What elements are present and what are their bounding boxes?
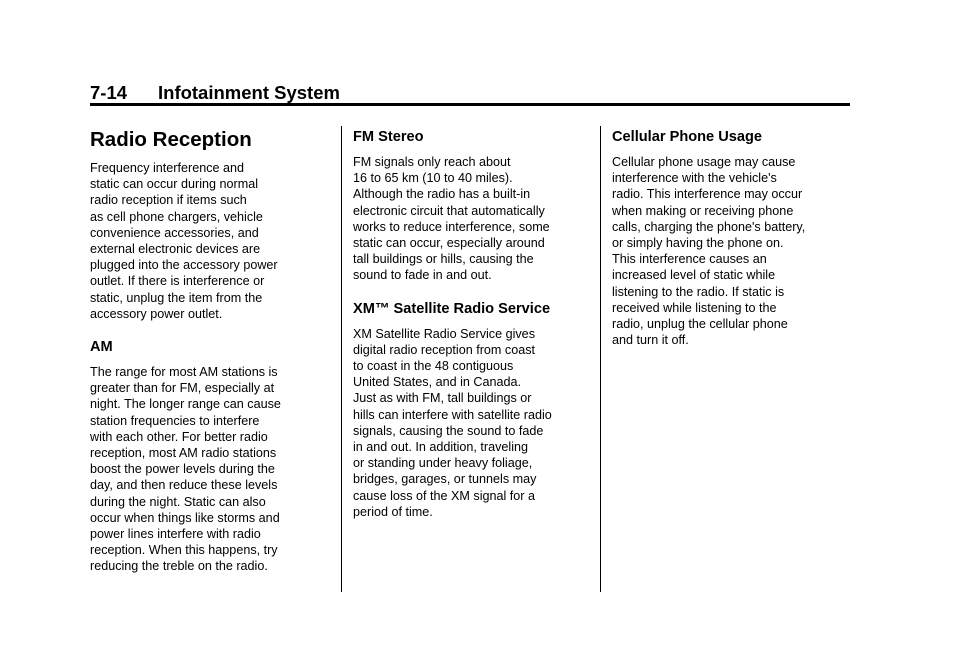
text-line: to coast in the 48 contiguous xyxy=(353,359,514,374)
text-line: occur when things like storms and xyxy=(90,510,280,525)
text-line: and turn it off. xyxy=(612,333,689,348)
cellular-phone-text xyxy=(612,154,852,348)
text-line: static can occur during normal xyxy=(90,177,258,192)
text-line: convenience accessories, and xyxy=(90,225,259,240)
text-line: interference with the vehicle's xyxy=(612,171,777,186)
section-title: Infotainment System xyxy=(158,82,340,103)
text-line: hills can interfere with satellite radio xyxy=(353,407,552,422)
cellular-phone-heading: Cellular Phone Usage xyxy=(612,129,763,145)
text-line: reducing the treble on the radio. xyxy=(90,559,268,574)
text-line: 16 to 65 km (10 to 40 miles). xyxy=(353,171,513,186)
text-line: Frequency interference and xyxy=(90,161,245,175)
text-line: listening to the radio. If static is xyxy=(612,284,785,299)
text-line: cause loss of the XM signal for a xyxy=(353,488,536,503)
text-line: calls, charging the phone's battery, xyxy=(612,219,806,234)
text-line: when making or receiving phone xyxy=(612,203,794,218)
text-line: FM signals only reach about xyxy=(353,155,511,169)
text-line: tall buildings or hills, causing the xyxy=(353,252,534,267)
text-line: as cell phone chargers, vehicle xyxy=(90,209,263,224)
text-line: This interference causes an xyxy=(612,252,767,267)
text-line: or simply having the phone on. xyxy=(612,236,784,251)
column-divider-1 xyxy=(341,126,342,592)
text-line: period of time. xyxy=(353,504,433,519)
text-line: Although the radio has a built-in xyxy=(353,187,531,202)
text-line: or standing under heavy foliage, xyxy=(353,456,533,471)
text-line: station frequencies to interfere xyxy=(90,413,260,428)
fm-stereo-text xyxy=(353,154,593,284)
text-line: outlet. If there is interference or xyxy=(90,274,265,289)
text-line: sound to fade in and out. xyxy=(353,268,492,283)
text-line: radio. This interference may occur xyxy=(612,187,803,202)
text-line: reception. When this happens, try xyxy=(90,543,278,558)
text-line: static, unplug the item from the xyxy=(90,290,263,305)
text-line: electronic circuit that automatically xyxy=(353,203,545,218)
text-line: increased level of static while xyxy=(612,268,776,283)
text-line: The range for most AM stations is xyxy=(90,365,278,380)
text-line: radio reception if items such xyxy=(90,193,247,208)
am-text xyxy=(90,364,330,575)
text-line: signals, causing the sound to fade xyxy=(353,423,544,438)
column-divider-2 xyxy=(600,126,601,592)
text-line: United States, and in Canada. xyxy=(353,375,522,390)
text-line: works to reduce interference, some xyxy=(353,219,550,234)
header-rule xyxy=(90,103,850,106)
text-line: reception, most AM radio stations xyxy=(90,446,277,461)
fm-stereo-heading: FM Stereo xyxy=(353,129,424,145)
text-line: bridges, garages, or tunnels may xyxy=(353,472,537,487)
am-heading: AM xyxy=(90,339,113,356)
text-line: external electronic devices are xyxy=(90,242,261,257)
xm-satellite-heading: XM™ Satellite Radio Service xyxy=(353,300,551,317)
xm-satellite-text xyxy=(353,326,593,520)
text-line: day, and then reduce these levels xyxy=(90,478,278,493)
text-line: Just as with FM, tall buildings or xyxy=(353,391,532,406)
text-line: during the night. Static can also xyxy=(90,494,266,509)
text-line: night. The longer range can cause xyxy=(90,397,281,412)
column-1 xyxy=(90,124,330,575)
text-line: power lines interfere with radio xyxy=(90,527,261,542)
column-3 xyxy=(612,124,852,348)
text-line: plugged into the accessory power xyxy=(90,258,278,273)
text-line: with each other. For better radio xyxy=(90,429,268,444)
column-2 xyxy=(353,124,593,520)
text-line: XM Satellite Radio Service gives xyxy=(353,326,535,341)
text-line: boost the power levels during the xyxy=(90,462,275,477)
radio-reception-text xyxy=(90,160,330,322)
text-line: accessory power outlet. xyxy=(90,306,223,321)
text-line: received while listening to the xyxy=(612,300,777,315)
text-line: greater than for FM, especially at xyxy=(90,381,275,396)
text-line: radio, unplug the cellular phone xyxy=(612,317,788,332)
text-line: in and out. In addition, traveling xyxy=(353,440,529,455)
text-line: digital radio reception from coast xyxy=(353,342,536,357)
text-line: static can occur, especially around xyxy=(353,236,545,251)
page-number: 7-14 xyxy=(90,82,128,103)
text-line: Cellular phone usage may cause xyxy=(612,155,796,169)
radio-reception-heading: Radio Reception xyxy=(90,128,252,151)
